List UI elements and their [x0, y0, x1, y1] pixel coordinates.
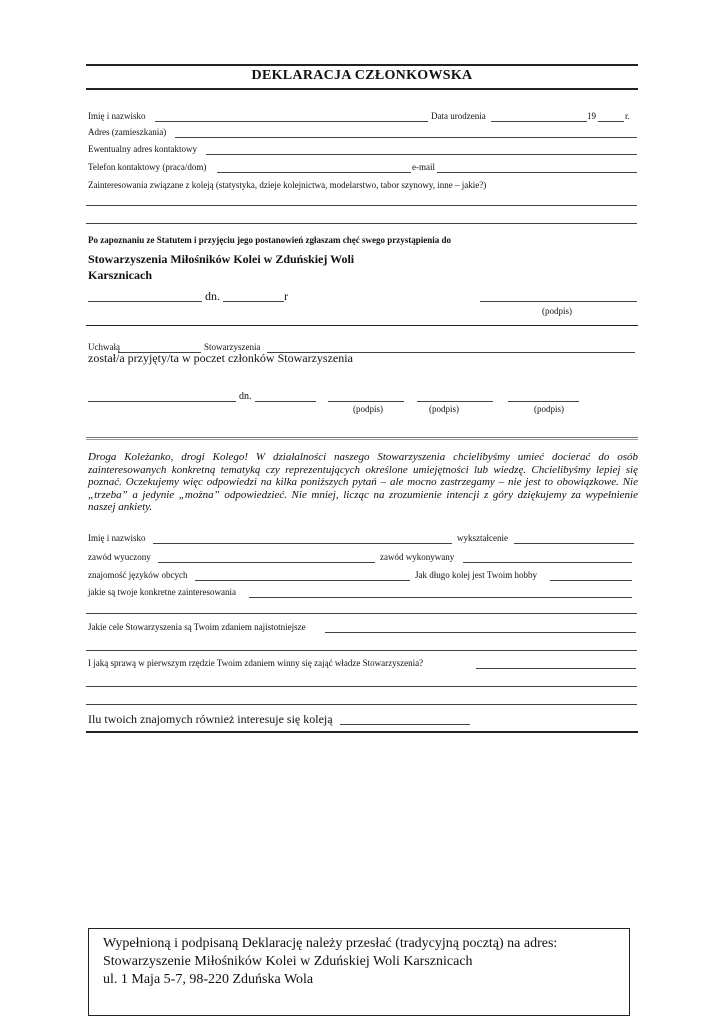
- section-divider-3: [86, 731, 638, 733]
- declaration-place-field[interactable]: [88, 301, 202, 302]
- section-divider-1: [86, 325, 638, 326]
- contact-address-field[interactable]: [206, 154, 637, 155]
- interests-field-line-1[interactable]: [86, 205, 637, 206]
- email-field[interactable]: [437, 172, 637, 173]
- survey-goals-field-2[interactable]: [86, 650, 637, 651]
- survey-acquaintances-field[interactable]: [340, 724, 470, 725]
- mailing-instruction: Wypełnioną i podpisaną Deklarację należy przesłać (tradycyjną pocztą) na adres:: [103, 936, 558, 951]
- resolution-signature-label-3: (podpis): [534, 404, 564, 414]
- resolution-place-field[interactable]: [88, 401, 236, 402]
- survey-authorities-field-1[interactable]: [476, 668, 636, 669]
- page-title: DEKLARACJA CZŁONKOWSKA: [251, 68, 473, 83]
- header-top-rule: [86, 64, 638, 66]
- header-bottom-rule: [86, 88, 638, 90]
- survey-acquaintances-label: Ilu twoich znajomych również interesuje się koleją: [88, 712, 333, 726]
- declaration-date-field[interactable]: [223, 301, 284, 302]
- resolution-signature-field-1[interactable]: [328, 401, 404, 402]
- mailing-address-box: [88, 928, 630, 1016]
- survey-name-field[interactable]: [153, 543, 452, 544]
- resolution-accepted-text: został/a przyjęty/ta w poczet członków Stowarzyszenia: [88, 351, 353, 365]
- survey-current-profession-field[interactable]: [463, 562, 632, 563]
- declaration-signature-field[interactable]: [480, 301, 637, 302]
- declaration-date-sep: dn.: [205, 289, 220, 303]
- resolution-date-field[interactable]: [255, 401, 316, 402]
- survey-current-profession-label: zawód wykonywany: [380, 552, 455, 562]
- declaration-signature-label: (podpis): [542, 306, 572, 316]
- resolution-signature-label-2: (podpis): [429, 404, 459, 414]
- birth-year-prefix: 19: [587, 111, 596, 121]
- organization-name-line-2: Karsznicach: [88, 268, 152, 282]
- mailing-recipient: Stowarzyszenie Miłośników Kolei w Zduńskiej Woli Karsznicach: [103, 954, 473, 969]
- survey-education-label: wykształcenie: [457, 533, 508, 543]
- survey-languages-field[interactable]: [195, 580, 410, 581]
- survey-name-label: Imię i nazwisko: [88, 533, 146, 543]
- birth-year-suffix: r.: [625, 111, 630, 121]
- survey-authorities-field-2[interactable]: [86, 686, 637, 687]
- survey-goals-label: Jakie cele Stowarzyszenia są Twoim zdaniem najistotniejsze: [88, 622, 306, 632]
- survey-hobby-duration-label: Jak długo kolej jest Twoim hobby: [415, 570, 537, 580]
- resolution-date-sep: dn.: [239, 391, 252, 402]
- section-divider-2b: [86, 439, 638, 440]
- survey-learned-profession-field[interactable]: [158, 562, 375, 563]
- interests-field-line-2[interactable]: [86, 223, 637, 224]
- contact-address-label: Ewentualny adres kontaktowy: [88, 144, 197, 154]
- survey-specific-interests-field-2[interactable]: [86, 613, 637, 614]
- survey-specific-interests-field-1[interactable]: [249, 597, 632, 598]
- survey-authorities-label: I jaką sprawą w pierwszym rzędzie Twoim zdaniem winny się zająć władze Stowarzyszenia?: [88, 658, 424, 668]
- email-label: e-mail: [412, 162, 435, 172]
- resolution-signature-label-1: (podpis): [353, 404, 383, 414]
- organization-name-line-1: Stowarzyszenia Miłośników Kolei w Zduńskiej Woli: [88, 252, 355, 266]
- survey-education-field[interactable]: [514, 543, 634, 544]
- survey-learned-profession-label: zawód wyuczony: [88, 552, 151, 562]
- survey-hobby-duration-field[interactable]: [550, 580, 632, 581]
- declaration-intro: Po zapoznaniu ze Statutem i przyjęciu jego postanowień zgłaszam chęć swego przystąpienia do: [88, 235, 451, 245]
- address-label: Adres (zamieszkania): [88, 127, 167, 137]
- section-divider-2: [86, 437, 638, 438]
- resolution-signature-field-2[interactable]: [417, 401, 493, 402]
- address-field[interactable]: [175, 137, 637, 138]
- declaration-date-suffix: r: [284, 289, 288, 303]
- phone-field[interactable]: [217, 172, 411, 173]
- survey-goals-field-1[interactable]: [325, 632, 636, 633]
- survey-specific-interests-label: jakie są twoje konkretne zainteresowania: [88, 587, 236, 597]
- name-field[interactable]: [155, 121, 428, 122]
- resolution-association-label: Stowarzyszenia: [204, 342, 261, 352]
- birth-date-label: Data urodzenia: [431, 111, 486, 121]
- resolution-label: Uchwałą: [88, 342, 120, 352]
- mailing-street-address: ul. 1 Maja 5-7, 98-220 Zduńska Wola: [103, 972, 314, 987]
- birth-date-field[interactable]: [491, 121, 587, 122]
- survey-authorities-field-3[interactable]: [86, 704, 637, 705]
- survey-intro-paragraph: Droga Koleżanko, drogi Kolego! W działalności naszego Stowarzyszenia chcielibyśmy umieć docierać do osób zainteresowanych konkretną tematyką czy reprezentujących określone umiejętności lub wiedzę. Chcielibyśmy lepiej się poznać. Oczekujemy więc odpowiedzi na kilka poniższych pytań – ale mocno zastrzegamy – nie jest to obowiązkowe. Nie „trzeba” a jedynie „można” odpowiedzieć. Nie mniej, licząc na zrozumienie intencji z góry dziękujemy za wypełnienie naszej ankiety.: [88, 451, 638, 514]
- resolution-signature-field-3[interactable]: [508, 401, 579, 402]
- survey-languages-label: znajomość języków obcych: [88, 570, 188, 580]
- birth-year-field[interactable]: [598, 121, 624, 122]
- phone-label: Telefon kontaktowy (praca/dom): [88, 162, 207, 172]
- interests-label: Zainteresowania związane z koleją (statystyka, dzieje kolejnictwa, modelarstwo, tabor szynowy, inne – jakie?): [88, 180, 487, 190]
- name-label: Imię i nazwisko: [88, 111, 146, 121]
